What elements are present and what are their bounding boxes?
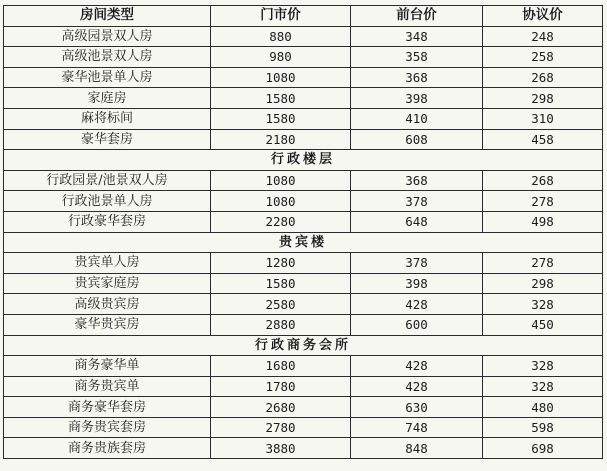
door-price-cell: 2780	[211, 417, 351, 438]
agreement-price-cell: 258	[483, 47, 603, 68]
agreement-price-cell: 328	[483, 294, 603, 315]
agreement-price-cell: 458	[483, 129, 603, 150]
room-type-cell: 贵宾单人房	[4, 253, 211, 274]
room-price-table	[3, 5, 603, 459]
table-row	[4, 417, 603, 438]
room-type-cell: 行政池景单人房	[4, 191, 211, 212]
door-price-cell: 1780	[211, 376, 351, 397]
door-price-cell: 2680	[211, 397, 351, 418]
agreement-price-cell: 328	[483, 376, 603, 397]
table-row	[4, 397, 603, 418]
room-type-cell: 麻将标间	[4, 108, 211, 129]
door-price-cell: 1080	[211, 191, 351, 212]
room-type-cell: 家庭房	[4, 88, 211, 109]
agreement-price-cell: 298	[483, 273, 603, 294]
front-desk-price-cell: 428	[351, 294, 483, 315]
front-desk-price-cell: 368	[351, 67, 483, 88]
header-door-price: 门市价	[211, 6, 351, 27]
table-row	[4, 376, 603, 397]
table-row	[4, 253, 603, 274]
section-header-row	[4, 232, 603, 253]
front-desk-price-cell: 428	[351, 356, 483, 377]
front-desk-price-cell: 648	[351, 211, 483, 232]
header-room-type: 房间类型	[4, 6, 211, 27]
table-row	[4, 356, 603, 377]
door-price-cell: 1680	[211, 356, 351, 377]
room-type-cell: 豪华贵宾房	[4, 314, 211, 335]
door-price-cell: 2280	[211, 211, 351, 232]
front-desk-price-cell: 378	[351, 253, 483, 274]
room-type-cell: 商务贵族套房	[4, 438, 211, 459]
table-row	[4, 314, 603, 335]
agreement-price-cell: 698	[483, 438, 603, 459]
table-row	[4, 47, 603, 68]
table-row	[4, 191, 603, 212]
front-desk-price-cell: 358	[351, 47, 483, 68]
room-type-cell: 高级池景双人房	[4, 47, 211, 68]
front-desk-price-cell: 428	[351, 376, 483, 397]
section-header-row	[4, 335, 603, 356]
table-row	[4, 26, 603, 47]
table-row	[4, 438, 603, 459]
table-row	[4, 88, 603, 109]
table-row	[4, 108, 603, 129]
front-desk-price-cell: 368	[351, 170, 483, 191]
room-type-cell: 商务贵宾套房	[4, 417, 211, 438]
door-price-cell: 1580	[211, 273, 351, 294]
section-title: 行政楼层	[4, 150, 603, 171]
table-row	[4, 294, 603, 315]
agreement-price-cell: 278	[483, 253, 603, 274]
room-type-cell: 豪华池景单人房	[4, 67, 211, 88]
table-row	[4, 129, 603, 150]
agreement-price-cell: 310	[483, 108, 603, 129]
door-price-cell: 1580	[211, 88, 351, 109]
door-price-cell: 1080	[211, 170, 351, 191]
front-desk-price-cell: 608	[351, 129, 483, 150]
door-price-cell: 880	[211, 26, 351, 47]
table-body	[4, 26, 603, 458]
agreement-price-cell: 328	[483, 356, 603, 377]
front-desk-price-cell: 848	[351, 438, 483, 459]
front-desk-price-cell: 600	[351, 314, 483, 335]
front-desk-price-cell: 748	[351, 417, 483, 438]
front-desk-price-cell: 378	[351, 191, 483, 212]
room-type-cell: 高级贵宾房	[4, 294, 211, 315]
section-title: 行政商务会所	[4, 335, 603, 356]
table-row	[4, 273, 603, 294]
agreement-price-cell: 268	[483, 170, 603, 191]
front-desk-price-cell: 398	[351, 273, 483, 294]
door-price-cell: 980	[211, 47, 351, 68]
agreement-price-cell: 480	[483, 397, 603, 418]
header-front-desk-price: 前台价	[351, 6, 483, 27]
table-row	[4, 170, 603, 191]
agreement-price-cell: 278	[483, 191, 603, 212]
door-price-cell: 1080	[211, 67, 351, 88]
agreement-price-cell: 248	[483, 26, 603, 47]
header-agreement-price: 协议价	[483, 6, 603, 27]
room-type-cell: 商务豪华套房	[4, 397, 211, 418]
door-price-cell: 2580	[211, 294, 351, 315]
front-desk-price-cell: 630	[351, 397, 483, 418]
header-row	[4, 6, 603, 27]
door-price-cell: 2880	[211, 314, 351, 335]
agreement-price-cell: 298	[483, 88, 603, 109]
table-row	[4, 211, 603, 232]
front-desk-price-cell: 410	[351, 108, 483, 129]
agreement-price-cell: 450	[483, 314, 603, 335]
door-price-cell: 1580	[211, 108, 351, 129]
agreement-price-cell: 598	[483, 417, 603, 438]
section-title: 贵宾楼	[4, 232, 603, 253]
room-type-cell: 行政园景/池景双人房	[4, 170, 211, 191]
room-type-cell: 商务贵宾单	[4, 376, 211, 397]
agreement-price-cell: 498	[483, 211, 603, 232]
room-type-cell: 高级园景双人房	[4, 26, 211, 47]
room-type-cell: 行政豪华套房	[4, 211, 211, 232]
section-header-row	[4, 150, 603, 171]
front-desk-price-cell: 398	[351, 88, 483, 109]
room-type-cell: 豪华套房	[4, 129, 211, 150]
door-price-cell: 1280	[211, 253, 351, 274]
agreement-price-cell: 268	[483, 67, 603, 88]
room-type-cell: 贵宾家庭房	[4, 273, 211, 294]
table-row	[4, 67, 603, 88]
door-price-cell: 3880	[211, 438, 351, 459]
front-desk-price-cell: 348	[351, 26, 483, 47]
door-price-cell: 2180	[211, 129, 351, 150]
room-type-cell: 商务豪华单	[4, 356, 211, 377]
